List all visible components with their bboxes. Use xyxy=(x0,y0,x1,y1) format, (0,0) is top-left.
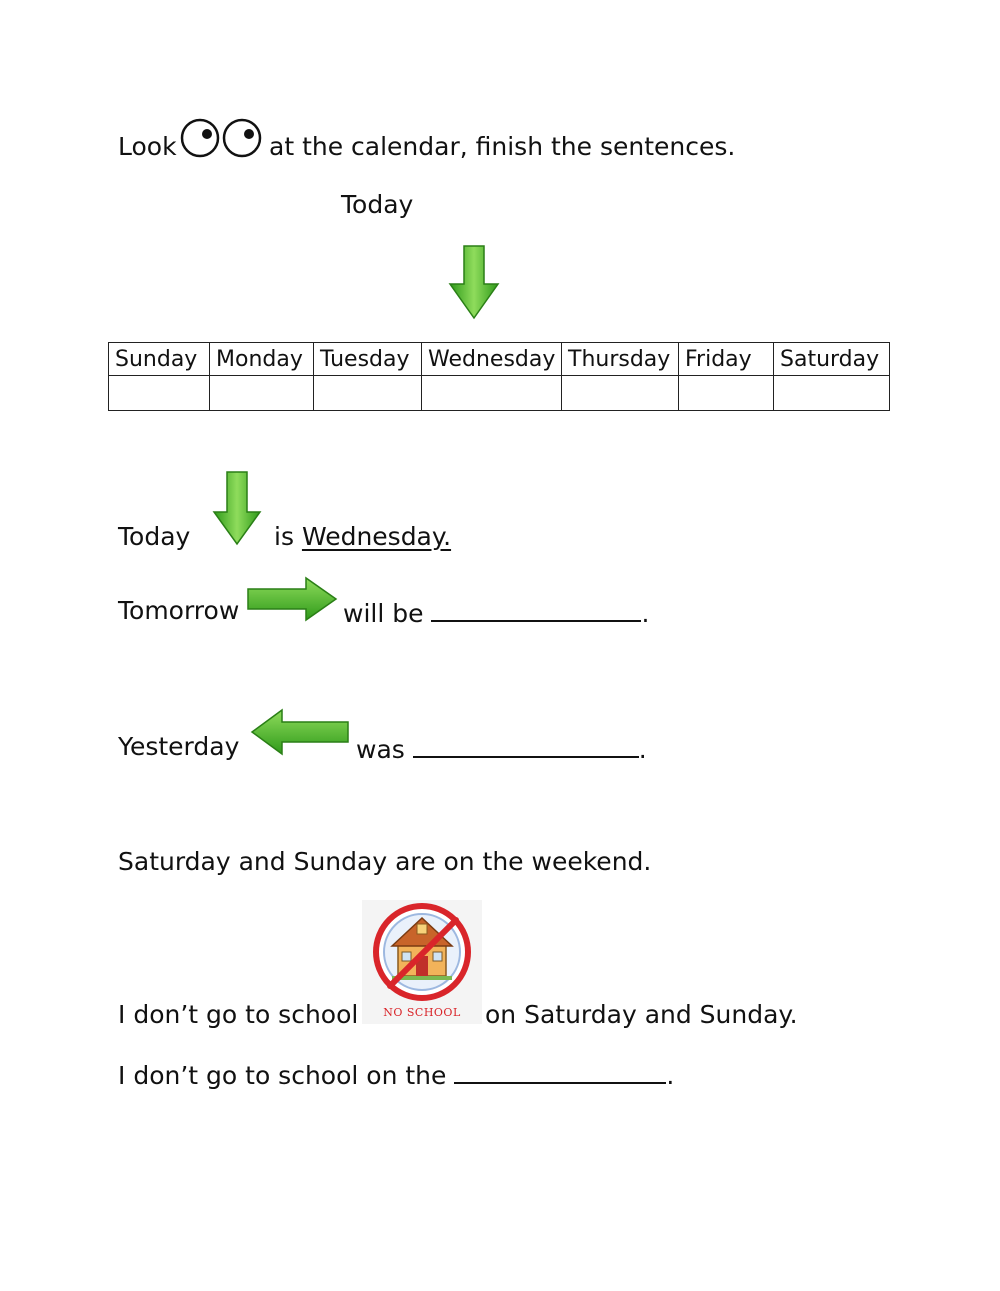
fill-weekend-start: I don’t go to school on the xyxy=(118,1061,447,1090)
weekend-fact: Saturday and Sunday are on the weekend. xyxy=(118,847,652,876)
fill-weekend-sentence xyxy=(118,1058,674,1091)
right-arrow-icon xyxy=(246,576,338,622)
eyes-icon xyxy=(180,116,264,160)
empty-cell xyxy=(109,376,210,411)
yesterday-sentence-start: Yesterday xyxy=(118,732,240,761)
yesterday-sentence-rest xyxy=(356,732,647,765)
tomorrow-sentence-end: . xyxy=(641,599,650,628)
calendar-empty-row xyxy=(109,376,890,411)
no-school-sentence-end: on Saturday and Sunday. xyxy=(485,1000,798,1029)
today-label: Today xyxy=(341,190,414,219)
yesterday-sentence-middle: was xyxy=(356,735,405,764)
tomorrow-sentence-middle: will be xyxy=(343,599,424,628)
yesterday-sentence-end: . xyxy=(638,735,647,764)
day-cell-wednesday: Wednesday xyxy=(422,343,562,376)
instruction-end: at the calendar, finish the sentences. xyxy=(269,132,736,161)
empty-cell xyxy=(210,376,314,411)
empty-cell xyxy=(774,376,890,411)
weekend-answer-blank[interactable] xyxy=(454,1058,666,1084)
empty-cell xyxy=(422,376,562,411)
yesterday-answer-blank[interactable] xyxy=(413,732,639,758)
tomorrow-answer-blank[interactable] xyxy=(431,596,641,622)
down-arrow-icon xyxy=(448,244,500,320)
no-school-house-icon xyxy=(362,900,482,1004)
down-arrow-icon xyxy=(212,470,262,546)
empty-cell xyxy=(314,376,422,411)
calendar-header-row xyxy=(109,343,890,376)
empty-cell xyxy=(562,376,679,411)
tomorrow-sentence-start: Tomorrow xyxy=(118,596,240,625)
empty-cell xyxy=(679,376,774,411)
no-school-sign xyxy=(362,900,482,1024)
fill-weekend-end: . xyxy=(666,1061,675,1090)
today-sentence-rest xyxy=(274,522,451,552)
day-cell-tuesday: Tuesday xyxy=(314,343,422,376)
left-arrow-icon xyxy=(250,708,350,756)
day-cell-friday: Friday xyxy=(679,343,774,376)
day-cell-monday: Monday xyxy=(210,343,314,376)
today-answer: Wednesday. xyxy=(301,522,452,551)
no-school-sentence-start: I don’t go to school xyxy=(118,1000,359,1029)
no-school-label: NO SCHOOL xyxy=(383,1006,461,1019)
today-sentence-middle: is xyxy=(274,522,294,551)
instruction-start: Look xyxy=(118,132,177,161)
day-cell-sunday: Sunday xyxy=(109,343,210,376)
instruction-line xyxy=(118,132,177,162)
today-sentence-start: Today xyxy=(118,522,191,551)
day-cell-thursday: Thursday xyxy=(562,343,679,376)
day-cell-saturday: Saturday xyxy=(774,343,890,376)
tomorrow-sentence-rest xyxy=(343,596,649,629)
week-calendar xyxy=(108,342,890,411)
